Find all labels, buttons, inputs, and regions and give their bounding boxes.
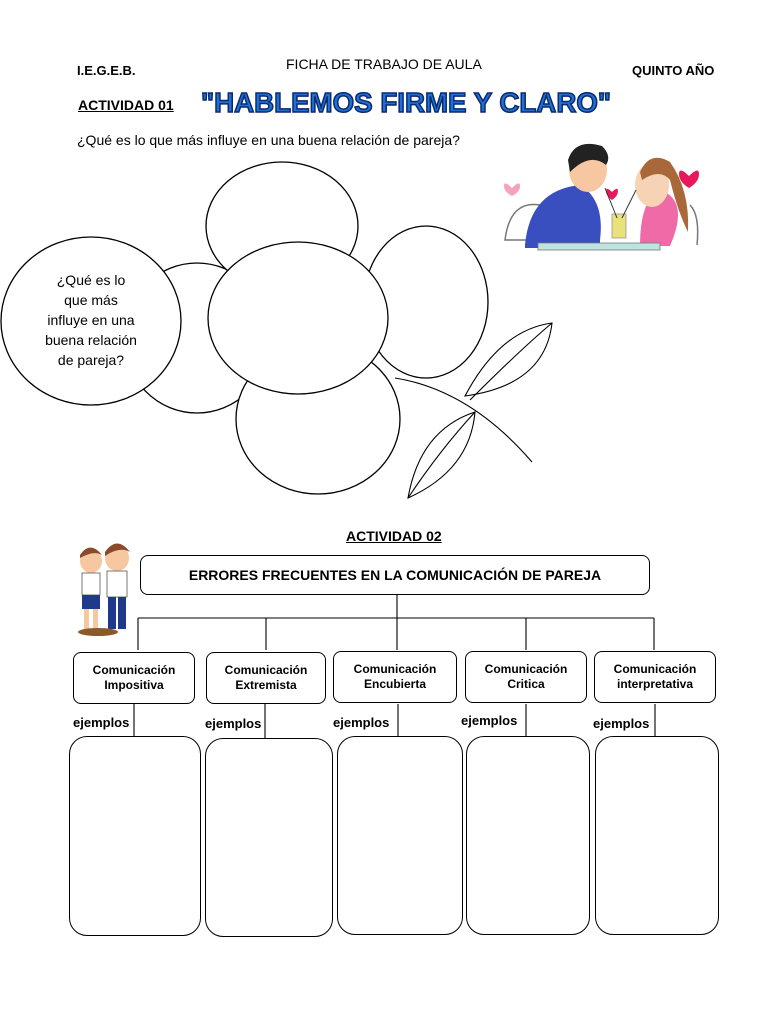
examples-label: ejemplos	[593, 716, 650, 731]
category-line1: Comunicación	[92, 663, 176, 677]
category-line2: Impositiva	[104, 678, 164, 692]
drink-glass	[612, 214, 626, 238]
banner-title	[196, 82, 616, 122]
examples-box-extremista[interactable]	[205, 738, 333, 937]
examples-label: ejemplos	[205, 716, 262, 731]
examples-box-encubierta[interactable]	[337, 736, 463, 935]
bubble-line: que más	[64, 292, 118, 308]
category-line1: Comunicación	[484, 662, 568, 676]
category-line2: Extremista	[235, 678, 297, 692]
bubble-line: influye en una	[47, 312, 135, 328]
table	[538, 243, 660, 250]
boy-shirt	[525, 185, 601, 248]
category-line2: Critica	[507, 677, 545, 691]
category-box-extremista	[206, 652, 326, 704]
category-box-impositiva	[73, 652, 195, 704]
activity-1-question: ¿Qué es lo que más influye en una buena relación de pareja?	[77, 132, 460, 148]
examples-box-impositiva[interactable]	[69, 736, 201, 936]
category-line1: Comunicación	[613, 662, 697, 676]
bubble-line: de pareja?	[57, 352, 125, 368]
flower-center	[208, 242, 388, 394]
kids-illustration	[78, 544, 130, 637]
examples-box-critica[interactable]	[466, 736, 590, 935]
banner-text: "HABLEMOS FIRME Y CLARO"	[201, 87, 611, 118]
bubble-line: ¿Qué es lo	[56, 272, 126, 288]
small-heart-icon	[504, 183, 520, 196]
main-concept-title: ERRORES FRECUENTES EN LA COMUNICACIÓN DE PAREJA	[188, 567, 602, 583]
category-box-interpretativa	[594, 651, 716, 703]
examples-box-interpretativa[interactable]	[595, 736, 719, 935]
category-line2: interpretativa	[616, 677, 694, 691]
activity-2-label: ACTIVIDAD 02	[346, 528, 442, 544]
examples-label: ejemplos	[333, 715, 390, 730]
examples-label: ejemplos	[73, 715, 130, 730]
category-line2: Encubierta	[363, 677, 426, 691]
school-name: I.E.G.E.B.	[77, 63, 136, 78]
leaf-lower	[408, 412, 475, 498]
worksheet-title: FICHA DE TRABAJO DE AULA	[286, 56, 482, 72]
main-concept-box	[140, 555, 650, 595]
grade-label: QUINTO AÑO	[632, 63, 715, 78]
bubble-line: buena relación	[45, 332, 137, 348]
category-line1: Comunicación	[224, 663, 308, 677]
examples-label: ejemplos	[461, 713, 518, 728]
category-line1: Comunicación	[353, 662, 437, 676]
couple-illustration	[504, 144, 699, 250]
activity-1-label: ACTIVIDAD 01	[78, 97, 174, 113]
category-box-encubierta	[333, 651, 457, 703]
bubble-text	[30, 270, 152, 370]
category-box-critica	[465, 651, 587, 703]
